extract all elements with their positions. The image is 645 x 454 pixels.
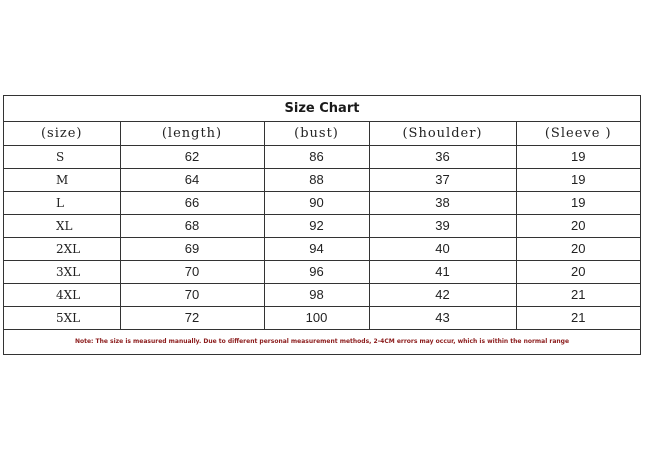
cell-sleeve: 20 (516, 214, 640, 237)
cell-sleeve: 19 (516, 145, 640, 168)
cell-shoulder: 38 (369, 191, 516, 214)
cell-shoulder: 37 (369, 168, 516, 191)
cell-shoulder: 40 (369, 237, 516, 260)
cell-sleeve: 19 (516, 168, 640, 191)
header-size: (size) (4, 122, 120, 145)
cell-bust: 92 (264, 214, 369, 237)
cell-bust: 90 (264, 191, 369, 214)
cell-size: XL (4, 214, 120, 237)
cell-length: 62 (120, 145, 264, 168)
cell-length: 68 (120, 214, 264, 237)
cell-size: 2XL (4, 237, 120, 260)
cell-sleeve: 20 (516, 237, 640, 260)
cell-length: 64 (120, 168, 264, 191)
table-row (4, 283, 640, 306)
cell-sleeve: 19 (516, 191, 640, 214)
chart-title: Size Chart (4, 96, 640, 122)
cell-size: 3XL (4, 260, 120, 283)
header-sleeve: (Sleeve ) (516, 122, 640, 145)
header-shoulder: (Shoulder) (369, 122, 516, 145)
cell-bust: 100 (264, 306, 369, 329)
cell-bust: 94 (264, 237, 369, 260)
cell-sleeve: 21 (516, 306, 640, 329)
cell-size: 4XL (4, 283, 120, 306)
cell-length: 70 (120, 283, 264, 306)
cell-size: L (4, 191, 120, 214)
cell-size: M (4, 168, 120, 191)
table-row (4, 260, 640, 283)
size-chart (3, 95, 641, 355)
cell-shoulder: 41 (369, 260, 516, 283)
cell-bust: 96 (264, 260, 369, 283)
header-row (4, 122, 640, 145)
table-row (4, 145, 640, 168)
table-row (4, 214, 640, 237)
table-row (4, 191, 640, 214)
cell-sleeve: 20 (516, 260, 640, 283)
cell-shoulder: 42 (369, 283, 516, 306)
cell-shoulder: 43 (369, 306, 516, 329)
cell-bust: 88 (264, 168, 369, 191)
cell-shoulder: 39 (369, 214, 516, 237)
cell-sleeve: 21 (516, 283, 640, 306)
cell-bust: 98 (264, 283, 369, 306)
cell-length: 69 (120, 237, 264, 260)
header-length: (length) (120, 122, 264, 145)
table-row (4, 306, 640, 329)
cell-length: 70 (120, 260, 264, 283)
cell-length: 66 (120, 191, 264, 214)
cell-size: S (4, 145, 120, 168)
header-bust: (bust) (264, 122, 369, 145)
measurement-note: Note: The size is measured manually. Due to different personal measurement methods, 2-4CM errors may occur, which is within the normal range (74, 337, 570, 345)
size-table (4, 122, 640, 330)
table-body (4, 145, 640, 329)
cell-shoulder: 36 (369, 145, 516, 168)
cell-size: 5XL (4, 306, 120, 329)
cell-bust: 86 (264, 145, 369, 168)
table-row (4, 237, 640, 260)
cell-length: 72 (120, 306, 264, 329)
table-row (4, 168, 640, 191)
